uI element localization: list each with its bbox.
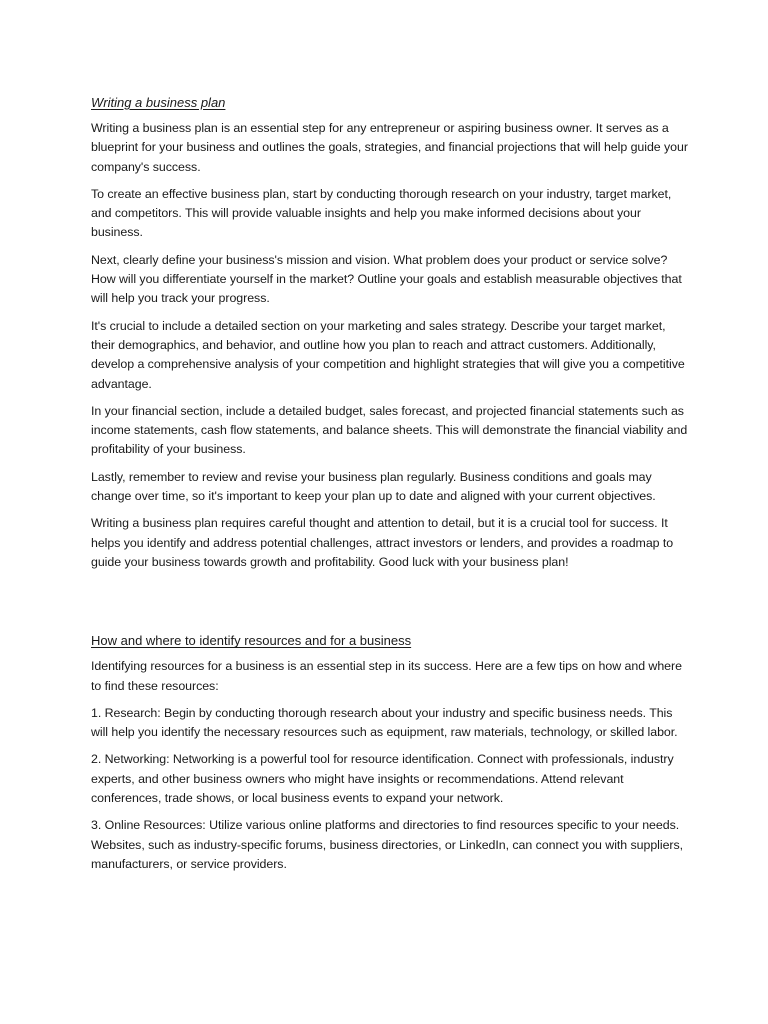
paragraph: Writing a business plan is an essential step for any entrepreneur or aspiring business owner. It serves as a blueprint for your business and outlines the goals, strategies, and financial projections that will help guide your company's success.: [91, 121, 688, 174]
section-identify-resources: [91, 631, 691, 874]
paragraph: It's crucial to include a detailed section on your marketing and sales strategy. Describe your target market, their demographics, and behavior, and outline how you plan to reach and attract customers. Additionally, develop a comprehensive analysis of your competition and highlight strategies that will give you a competitive advantage.: [91, 318, 685, 391]
section-heading: Writing a business plan: [91, 95, 226, 110]
paragraph: In your financial section, include a detailed budget, sales forecast, and projected financial statements such as income statements, cash flow statements, and balance sheets. This will demonstrate the financial viability and profitability of your business.: [91, 403, 688, 457]
paragraph: 1. Research: Begin by conducting thorough research about your industry and specific business needs. This will help you identify the necessary resources such as equipment, raw materials, technology, or skilled labor.: [91, 705, 678, 740]
paragraph: 2. Networking: Networking is a powerful tool for resource identification. Connect with professionals, industry experts, and other business owners who might have insights or recommendations. Attend relevant conferences, trade shows, or local business events to expand your network.: [91, 752, 674, 806]
paragraph: Writing a business plan requires careful thought and attention to detail, but it is a crucial tool for success. It helps you identify and address potential challenges, attract investors or lenders, and provides a roadmap to guide your business towards growth and profitability. Good luck with your business plan!: [91, 516, 674, 569]
paragraph: Next, clearly define your business's mission and vision. What problem does your product or service solve? How will you differentiate yourself in the market? Outline your goals and establish measurable objectives that will help you track your progress.: [91, 252, 682, 306]
paragraph: Lastly, remember to review and revise your business plan regularly. Business conditions and goals may change over time, so it's important to keep your plan up to date and aligned with your current objectives.: [91, 469, 656, 504]
paragraph: 3. Online Resources: Utilize various online platforms and directories to find resources specific to your needs. Websites, such as industry-specific forums, business directories, or LinkedIn, can connect you with suppliers, manufacturers, or service providers.: [91, 818, 684, 871]
paragraph: To create an effective business plan, start by conducting thorough research on your industry, target market, and competitors. This will provide valuable insights and help you make informed decisions about your business.: [91, 186, 672, 240]
document-page: [91, 93, 691, 882]
paragraph: Identifying resources for a business is an essential step in its success. Here are a few tips on how and where to find these resources:: [91, 659, 682, 693]
section-spacer: [91, 580, 691, 631]
section-writing-business-plan: [91, 93, 691, 572]
section-heading: How and where to identify resources and for a business: [91, 633, 412, 649]
